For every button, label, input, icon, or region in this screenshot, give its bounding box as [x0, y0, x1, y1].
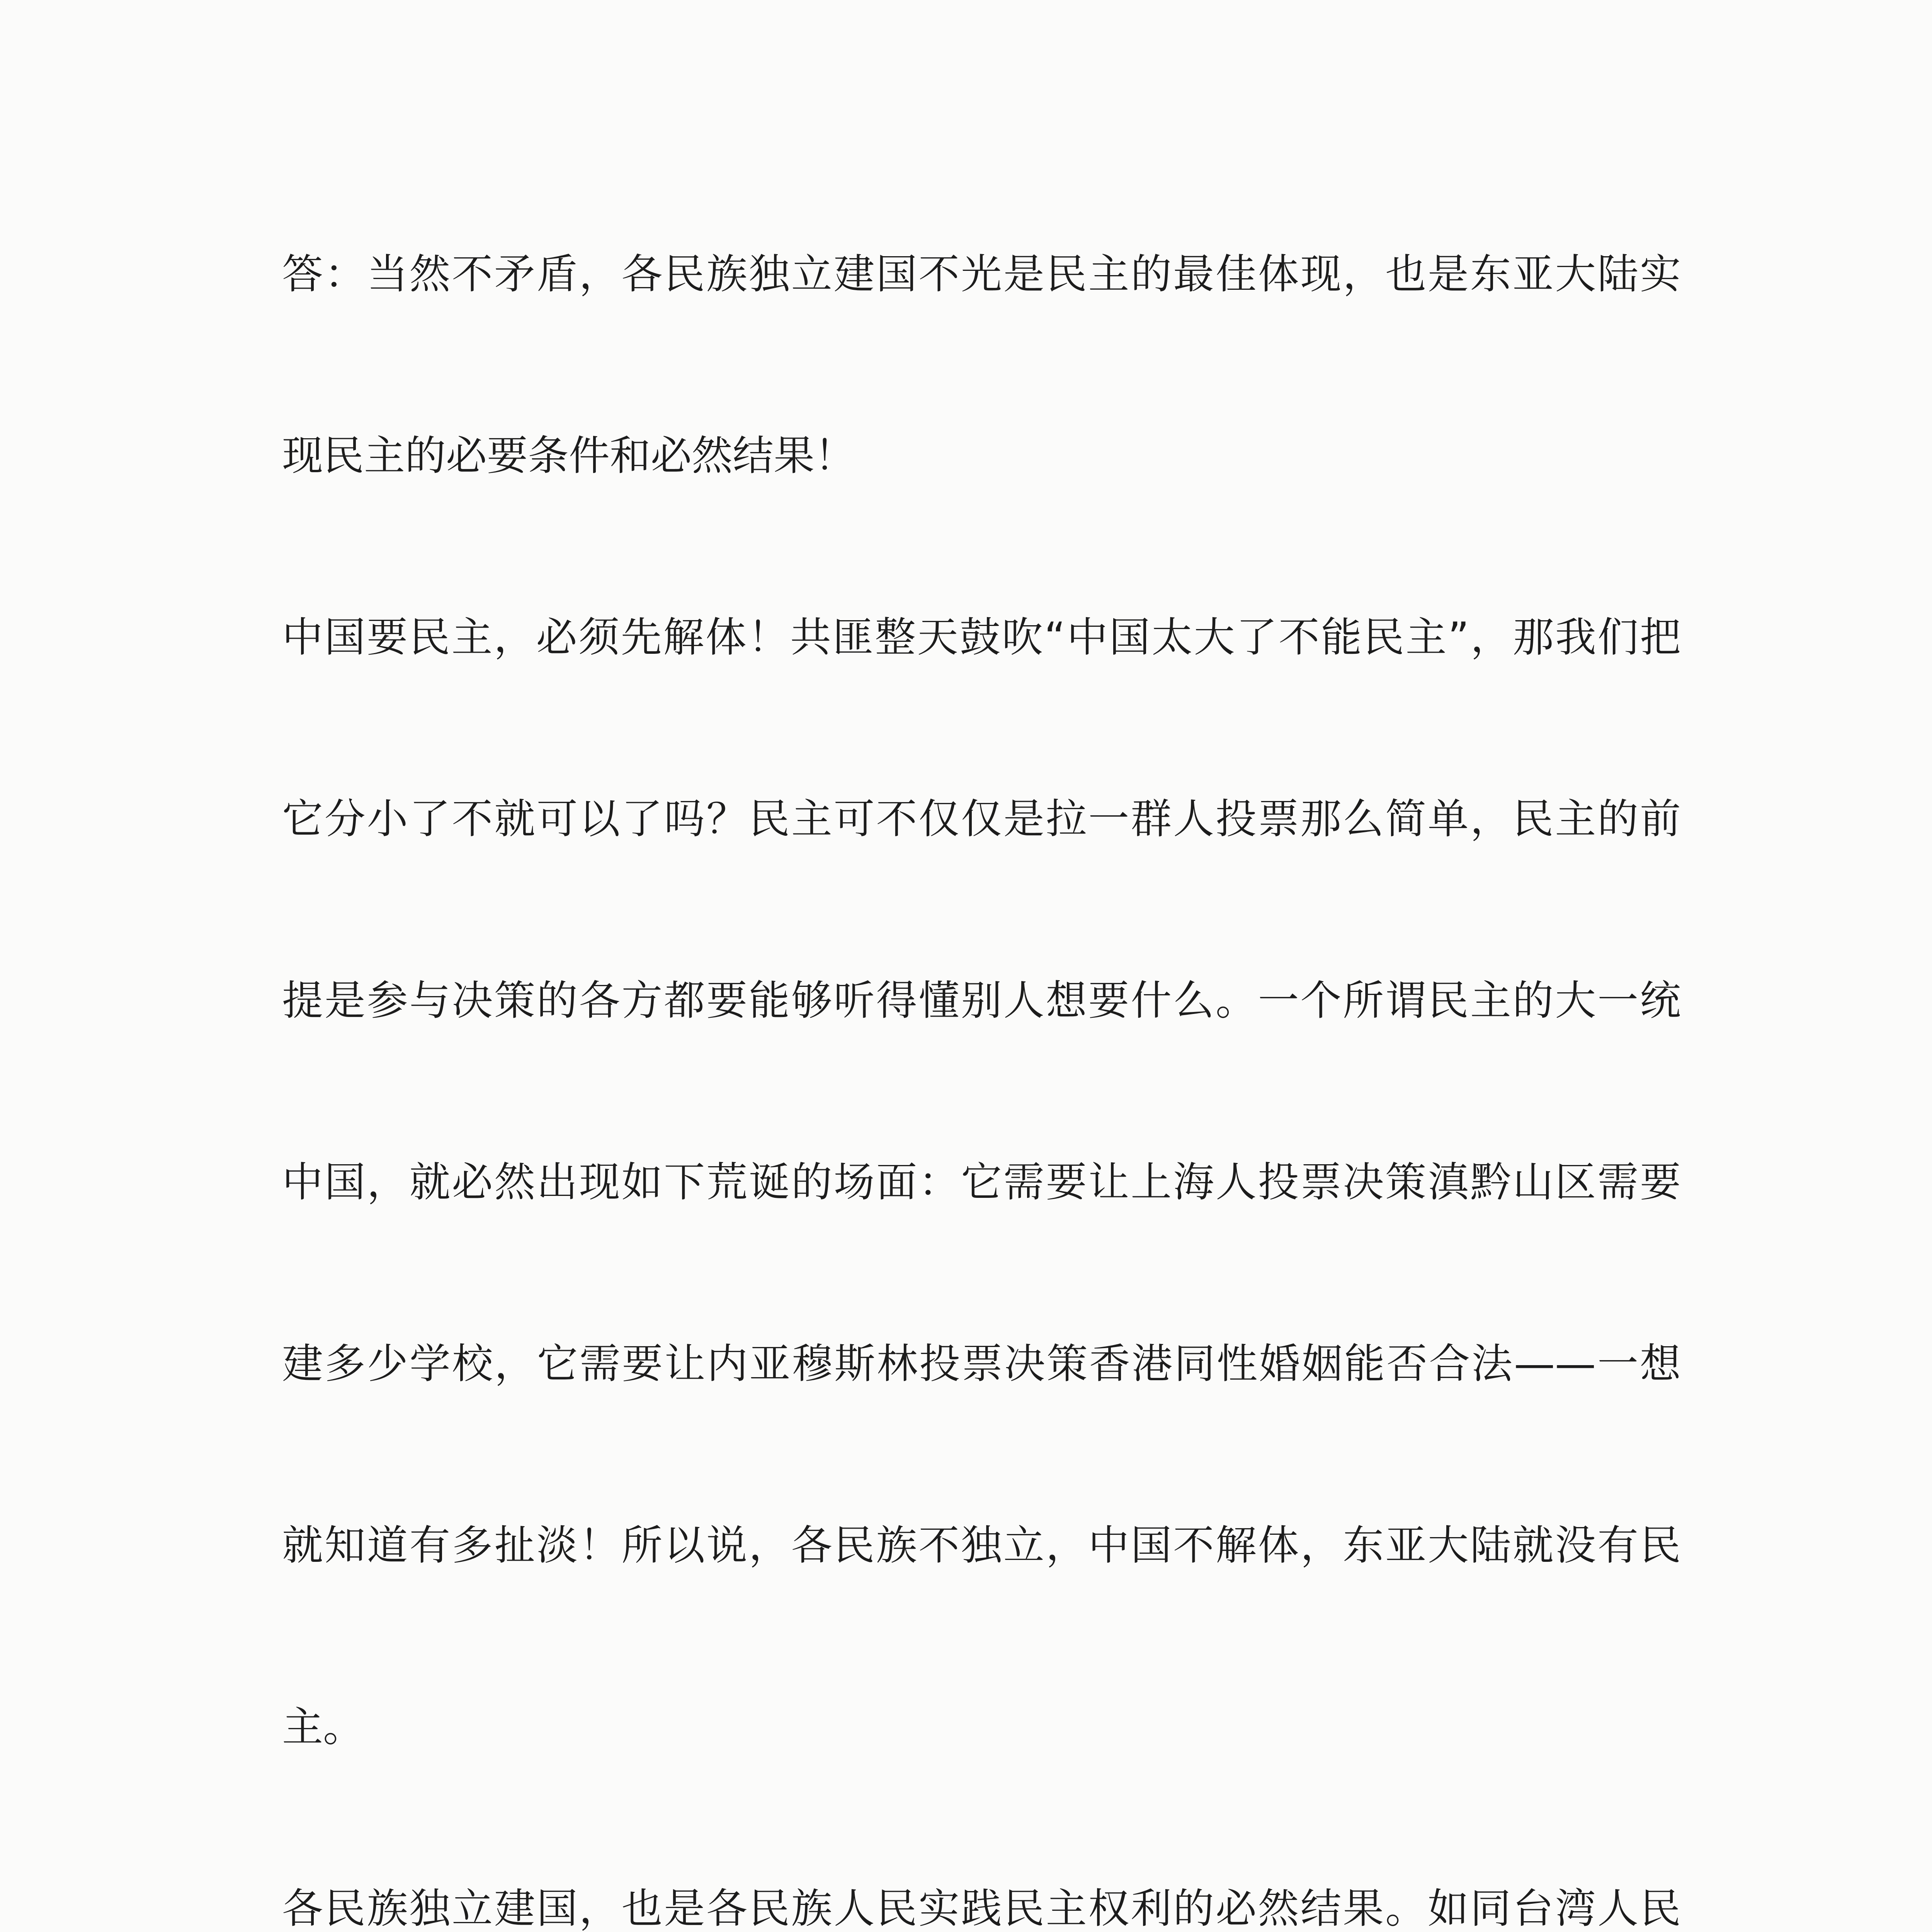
- text-line-9: 主。: [282, 1703, 364, 1751]
- text-line-7: 建多少学校，它需要让内亚穆斯林投票决策香港同性婚姻能否合法——一想: [282, 1340, 1681, 1388]
- text-line-6: 中国，就必然出现如下荒诞的场面：它需要让上海人投票决策滇黔山区需要: [282, 1158, 1681, 1206]
- text-line-3: 中国要民主，必须先解体！共匪整天鼓吹“中国太大了不能民主”，那我们把: [282, 614, 1681, 661]
- text-line-8: 就知道有多扯淡！所以说，各民族不独立，中国不解体，东亚大陆就没有民: [282, 1522, 1681, 1569]
- text-line-10: 各民族独立建国，也是各民族人民实践民主权利的必然结果。如同台湾人民: [282, 1885, 1681, 1932]
- text-line-4: 它分小了不就可以了吗？民主可不仅仅是拉一群人投票那么简单，民主的前: [282, 795, 1681, 843]
- text-line-1: 答：当然不矛盾，各民族独立建国不光是民主的最佳体现，也是东亚大陆实: [282, 250, 1681, 298]
- text-line-2: 现民主的必要条件和必然结果！: [282, 432, 855, 480]
- text-line-5: 提是参与决策的各方都要能够听得懂别人想要什么。一个所谓民主的大一统: [282, 977, 1681, 1024]
